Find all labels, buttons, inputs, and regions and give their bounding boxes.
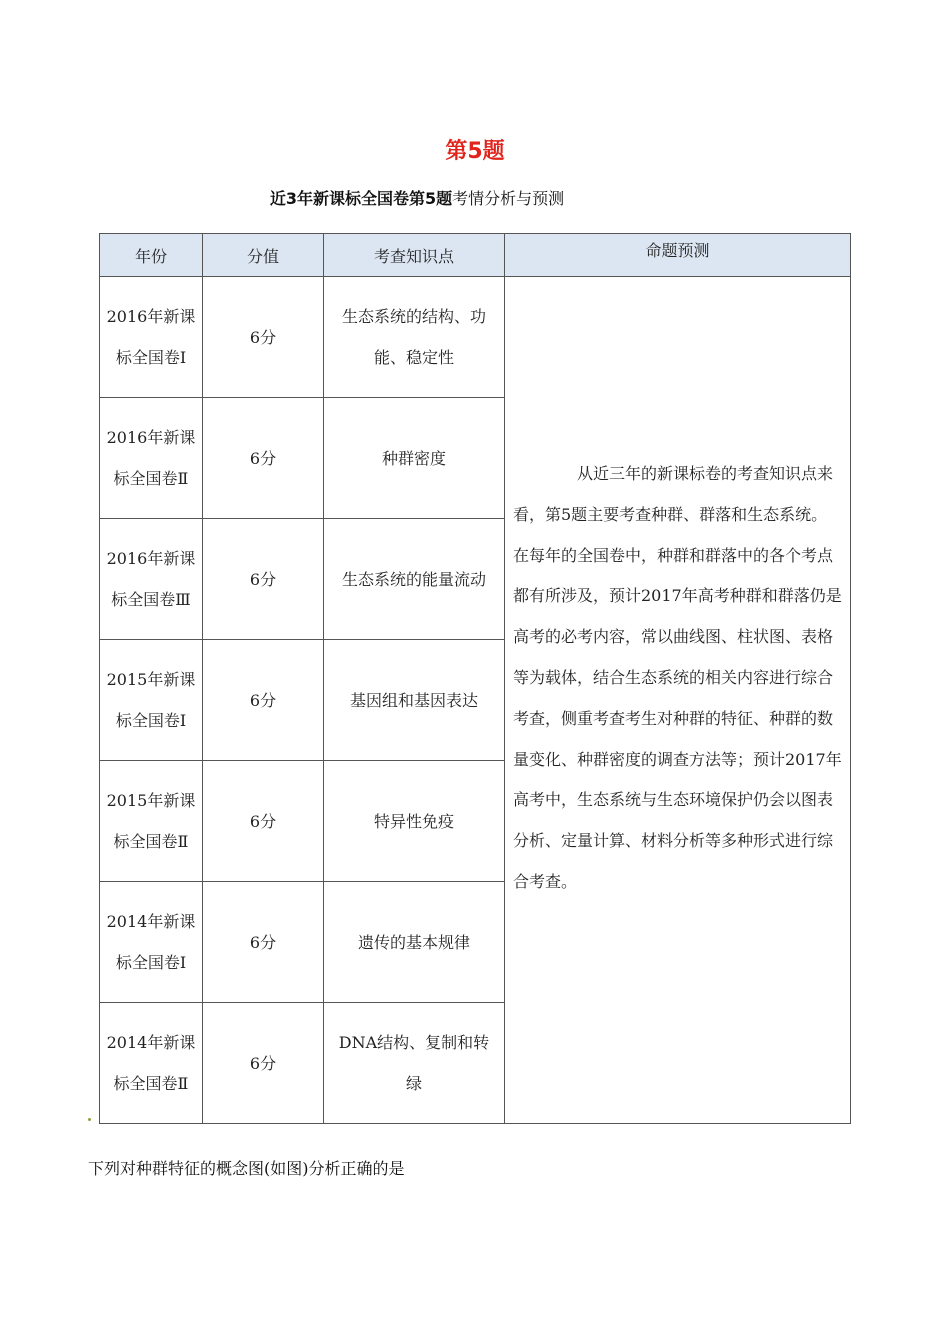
header-year: 年份 xyxy=(100,234,203,277)
knowledge-cell: 基因组和基因表达 xyxy=(324,640,505,761)
year-cell: 2014年新课标全国卷Ⅰ xyxy=(100,882,203,1003)
table-row xyxy=(100,277,851,398)
table-caption xyxy=(0,186,834,209)
header-score: 分值 xyxy=(203,234,324,277)
marker-dot xyxy=(88,1118,91,1121)
year-cell: 2014年新课标全国卷Ⅱ xyxy=(100,1003,203,1124)
caption-normal: 考情分析与预测 xyxy=(452,189,565,208)
score-cell: 6分 xyxy=(203,519,324,640)
year-cell: 2016年新课标全国卷Ⅱ xyxy=(100,398,203,519)
knowledge-cell: 特异性免疫 xyxy=(324,761,505,882)
knowledge-cell: 遗传的基本规律 xyxy=(324,882,505,1003)
prediction-cell xyxy=(505,277,851,1124)
page-title: 第5题 xyxy=(445,139,505,164)
year-cell: 2016年新课标全国卷Ⅰ xyxy=(100,277,203,398)
score-cell: 6分 xyxy=(203,277,324,398)
knowledge-cell: 种群密度 xyxy=(324,398,505,519)
header-knowledge: 考查知识点 xyxy=(324,234,505,277)
question-text: 下列对种群特征的概念图(如图)分析正确的是 xyxy=(88,1159,405,1178)
knowledge-cell: DNA结构、复制和转绿 xyxy=(324,1003,505,1124)
score-cell: 6分 xyxy=(203,761,324,882)
score-cell: 6分 xyxy=(203,882,324,1003)
year-cell: 2015年新课标全国卷Ⅱ xyxy=(100,761,203,882)
caption-bold: 近3年新课标全国卷第5题 xyxy=(269,189,453,208)
year-cell: 2016年新课标全国卷Ⅲ xyxy=(100,519,203,640)
score-cell: 6分 xyxy=(203,1003,324,1124)
year-cell: 2015年新课标全国卷Ⅰ xyxy=(100,640,203,761)
score-cell: 6分 xyxy=(203,640,324,761)
exam-analysis-table xyxy=(99,233,851,1124)
score-cell: 6分 xyxy=(203,398,324,519)
table-header-row xyxy=(100,234,851,277)
knowledge-cell: 生态系统的能量流动 xyxy=(324,519,505,640)
knowledge-cell: 生态系统的结构、功能、稳定性 xyxy=(324,277,505,398)
prediction-text: 从近三年的新课标卷的考查知识点来看，第5题主要考查种群、群落和生态系统。在每年的全国卷中，种群和群落中的各个考点都有所涉及，预计2017年高考种群和群落仍是高考的必考内容，常以曲线图、柱状图、表格等为载体，结合生态系统的相关内容进行综合考查，侧重考查考生对种群的特征、种群的数量变化、种群密度的调查方法等；预计2017年高考中，生态系统与生态环境保护仍会以图表分析、定量计算、材料分析等多种形式进行综合考查。 xyxy=(513,464,842,891)
header-prediction: 命题预测 xyxy=(505,234,851,277)
